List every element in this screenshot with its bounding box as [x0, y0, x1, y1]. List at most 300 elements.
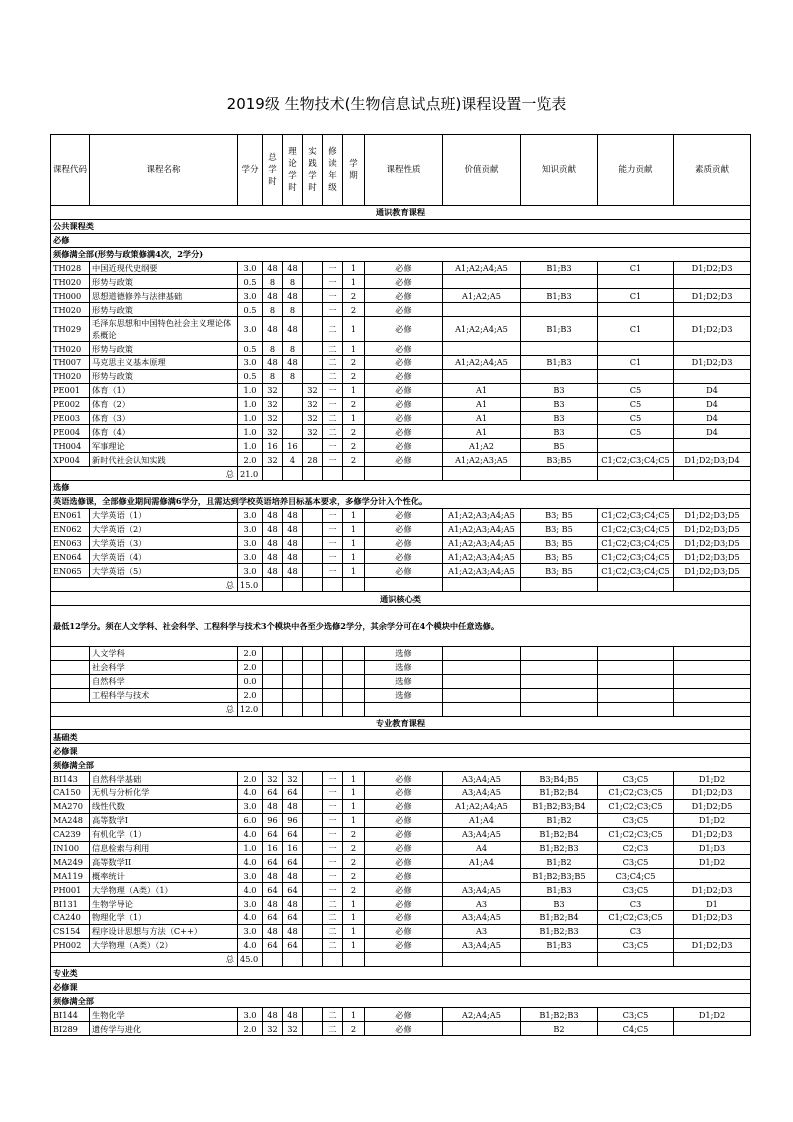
- cell-credit: 2.0: [238, 453, 263, 467]
- cell-nature: 必修: [365, 411, 443, 425]
- group-label: [51, 730, 751, 744]
- cell-quality: D1;D2;D3: [674, 317, 751, 342]
- header-knowledge: 知识贡献: [521, 135, 598, 206]
- cell-term: 2: [343, 439, 365, 453]
- cell-total-hours: 48: [263, 508, 283, 522]
- empty-cell: [443, 952, 521, 966]
- cell-name: 大学物理（A类）（1）: [90, 883, 238, 897]
- cell-value: A1: [443, 383, 521, 397]
- cell-theory-hours: 32: [283, 1022, 303, 1036]
- cell-nature: 必修: [365, 383, 443, 397]
- cell-name: 大学英语（3）: [90, 536, 238, 550]
- cell-theory-hours: 64: [283, 827, 303, 841]
- cell-ability: C3;C5: [598, 772, 674, 786]
- header-term: [343, 135, 365, 206]
- cell-knowledge: B1;B2;B4: [521, 827, 598, 841]
- total-row: [51, 578, 751, 592]
- cell-year: 一: [323, 772, 343, 786]
- cell-total-hours: 64: [263, 883, 283, 897]
- header-practice-hours: [303, 135, 323, 206]
- cell-value: A1;A2;A3;A4;A5: [443, 536, 521, 550]
- cell-theory-hours: 8: [283, 342, 303, 356]
- table-row: [51, 411, 751, 425]
- cell-name: 线性代数: [90, 799, 238, 813]
- cell-ability: C5: [598, 411, 674, 425]
- cell-code: MA248: [51, 813, 90, 827]
- table-row: [51, 536, 751, 550]
- header-theory-hours-text: 理论学时: [288, 147, 297, 193]
- table-row: [51, 772, 751, 786]
- cell-value: A1;A2;A3;A4;A5: [443, 508, 521, 522]
- cell-nature: 必修: [365, 897, 443, 911]
- cell-total-hours: 8: [263, 342, 283, 356]
- cell-total-hours: 16: [263, 439, 283, 453]
- cell-year: 一: [323, 261, 343, 275]
- cell-ability: C3;C5: [598, 1008, 674, 1022]
- cell-name: 形势与政策: [90, 342, 238, 356]
- cell-code: TH029: [51, 317, 90, 342]
- cell-quality: D1;D2;D3;D5: [674, 536, 751, 550]
- cell-code: EN065: [51, 564, 90, 578]
- cell-knowledge: B3: [521, 425, 598, 439]
- empty-cell: [443, 467, 521, 481]
- cell-name: 有机化学（1）: [90, 827, 238, 841]
- cell-ability: [598, 275, 674, 289]
- cell-term: 2: [343, 369, 365, 383]
- cell-knowledge: [521, 275, 598, 289]
- cell-theory-hours: 32: [283, 772, 303, 786]
- cell-nature: 选修: [365, 660, 443, 674]
- cell-quality: D4: [674, 383, 751, 397]
- cell-year: 一: [323, 827, 343, 841]
- cell-quality: D1;D2;D3;D5: [674, 522, 751, 536]
- cell-practice-hours: [303, 674, 323, 688]
- cell-nature: 必修: [365, 342, 443, 356]
- cell-quality: D1;D2;D3: [674, 883, 751, 897]
- cell-theory-hours: 48: [283, 799, 303, 813]
- cell-total-hours: 48: [263, 897, 283, 911]
- cell-year: 一: [323, 799, 343, 813]
- cell-code: TH007: [51, 356, 90, 370]
- cell-credit: 3.0: [238, 924, 263, 938]
- cell-knowledge: B3; B5: [521, 536, 598, 550]
- cell-knowledge: [521, 660, 598, 674]
- cell-knowledge: B3; B5: [521, 508, 598, 522]
- cell-code: PE004: [51, 425, 90, 439]
- cell-practice-hours: [303, 841, 323, 855]
- total-label: 总: [51, 467, 238, 481]
- table-row: [51, 356, 751, 370]
- cell-credit: 3.0: [238, 799, 263, 813]
- header-ability: 能力贡献: [598, 135, 674, 206]
- cell-theory-hours: 48: [283, 317, 303, 342]
- cell-term: 2: [343, 453, 365, 467]
- cell-quality: D1;D2;D3: [674, 261, 751, 275]
- cell-quality: [674, 869, 751, 883]
- label-text: 必修课: [51, 744, 751, 758]
- cell-value: [443, 275, 521, 289]
- cell-code: BI143: [51, 772, 90, 786]
- group-label: [51, 247, 751, 261]
- cell-year: 二: [323, 342, 343, 356]
- cell-theory-hours: 64: [283, 938, 303, 952]
- cell-ability: C3;C5: [598, 938, 674, 952]
- cell-total-hours: 48: [263, 564, 283, 578]
- cell-name: 生物化学: [90, 1008, 238, 1022]
- cell-practice-hours: [303, 688, 323, 702]
- cell-term: 1: [343, 785, 365, 799]
- cell-code: MA270: [51, 799, 90, 813]
- cell-ability: C5: [598, 383, 674, 397]
- section-note: [51, 606, 751, 647]
- cell-practice-hours: [303, 772, 323, 786]
- cell-credit: 2.0: [238, 660, 263, 674]
- cell-theory-hours: [283, 397, 303, 411]
- section-heading: [51, 592, 751, 606]
- cell-credit: 0.5: [238, 369, 263, 383]
- cell-nature: 必修: [365, 369, 443, 383]
- header-practice-hours-text: 实践学时: [308, 147, 317, 193]
- cell-term: 2: [343, 855, 365, 869]
- cell-year: 一: [323, 855, 343, 869]
- cell-theory-hours: 4: [283, 453, 303, 467]
- cell-knowledge: B1;B3: [521, 883, 598, 897]
- empty-cell: [365, 702, 443, 716]
- cell-term: 1: [343, 411, 365, 425]
- cell-total-hours: 64: [263, 938, 283, 952]
- total-label: 总: [51, 702, 238, 716]
- cell-ability: C5: [598, 397, 674, 411]
- cell-total-hours: 48: [263, 356, 283, 370]
- cell-practice-hours: [303, 799, 323, 813]
- empty-cell: [323, 578, 343, 592]
- cell-term: 1: [343, 799, 365, 813]
- cell-name: 人文学科: [90, 647, 238, 661]
- total-row: [51, 467, 751, 481]
- cell-practice-hours: [303, 522, 323, 536]
- cell-theory-hours: 48: [283, 869, 303, 883]
- header-theory-hours: [283, 135, 303, 206]
- cell-term: 2: [343, 425, 365, 439]
- cell-year: 一: [323, 869, 343, 883]
- cell-theory-hours: 48: [283, 356, 303, 370]
- cell-knowledge: B1;B2;B3: [521, 841, 598, 855]
- section-heading: [51, 206, 751, 220]
- header-credit: 学分: [238, 135, 263, 206]
- cell-name: 大学英语（2）: [90, 522, 238, 536]
- cell-term: [343, 688, 365, 702]
- cell-ability: C1;C2;C3;C4;C5: [598, 550, 674, 564]
- cell-year: 一: [323, 383, 343, 397]
- cell-value: A4: [443, 841, 521, 855]
- cell-code: CA240: [51, 910, 90, 924]
- cell-credit: 3.0: [238, 317, 263, 342]
- table-row: [51, 841, 751, 855]
- cell-credit: 3.0: [238, 356, 263, 370]
- cell-code: IN100: [51, 841, 90, 855]
- cell-practice-hours: [303, 897, 323, 911]
- cell-ability: C1: [598, 289, 674, 303]
- cell-ability: C1: [598, 317, 674, 342]
- cell-credit: 4.0: [238, 785, 263, 799]
- cell-credit: 4.0: [238, 827, 263, 841]
- empty-cell: [443, 702, 521, 716]
- cell-practice-hours: [303, 910, 323, 924]
- cell-quality: D1;D2: [674, 855, 751, 869]
- cell-term: 1: [343, 772, 365, 786]
- cell-name: 形势与政策: [90, 369, 238, 383]
- cell-total-hours: [263, 647, 283, 661]
- empty-cell: [263, 467, 283, 481]
- cell-term: 2: [343, 397, 365, 411]
- cell-knowledge: B3; B5: [521, 522, 598, 536]
- cell-name: 毛泽东思想和中国特色社会主义理论体系概论: [90, 317, 238, 342]
- cell-total-hours: 48: [263, 317, 283, 342]
- cell-credit: 1.0: [238, 397, 263, 411]
- empty-cell: [283, 467, 303, 481]
- label-text: 必修课: [51, 980, 751, 994]
- cell-quality: D4: [674, 397, 751, 411]
- cell-practice-hours: [303, 550, 323, 564]
- cell-credit: 1.0: [238, 439, 263, 453]
- cell-knowledge: [521, 688, 598, 702]
- cell-term: 1: [343, 910, 365, 924]
- cell-credit: 4.0: [238, 938, 263, 952]
- cell-ability: C3;C4;C5: [598, 869, 674, 883]
- total-label: 总: [51, 952, 238, 966]
- cell-knowledge: B5: [521, 439, 598, 453]
- cell-total-hours: 32: [263, 453, 283, 467]
- cell-code: CS154: [51, 924, 90, 938]
- empty-cell: [365, 467, 443, 481]
- header-name: 课程名称: [90, 135, 238, 206]
- cell-theory-hours: 64: [283, 883, 303, 897]
- empty-cell: [443, 578, 521, 592]
- cell-year: [323, 660, 343, 674]
- table-row: [51, 910, 751, 924]
- cell-value: [443, 647, 521, 661]
- table-row: [51, 688, 751, 702]
- section-heading: [51, 716, 751, 730]
- cell-value: A1;A2;A3;A5: [443, 453, 521, 467]
- cell-quality: D1;D2;D3;D5: [674, 550, 751, 564]
- cell-credit: 3.0: [238, 897, 263, 911]
- cell-quality: D1;D2;D5: [674, 799, 751, 813]
- cell-year: [323, 674, 343, 688]
- table-row: [51, 647, 751, 661]
- cell-ability: C1;C2;C3;C5: [598, 799, 674, 813]
- cell-knowledge: [521, 342, 598, 356]
- note-text: 最低12学分。须在人文学科、社会科学、工程科学与技术3个模块中各至少选修2学分，其余学分可在4个模块中任意选修。: [51, 606, 751, 647]
- cell-practice-hours: [303, 1008, 323, 1022]
- cell-total-hours: 48: [263, 261, 283, 275]
- cell-quality: D1;D2;D3;D5: [674, 564, 751, 578]
- cell-credit: 3.0: [238, 550, 263, 564]
- cell-code: EN063: [51, 536, 90, 550]
- cell-term: 2: [343, 827, 365, 841]
- cell-name: 军事理论: [90, 439, 238, 453]
- cell-name: 新时代社会认知实践: [90, 453, 238, 467]
- empty-cell: [521, 467, 598, 481]
- cell-practice-hours: 32: [303, 397, 323, 411]
- cell-name: 生物学导论: [90, 897, 238, 911]
- cell-name: 遗传学与进化: [90, 1022, 238, 1036]
- cell-code: PE001: [51, 383, 90, 397]
- cell-theory-hours: 64: [283, 855, 303, 869]
- cell-year: 一: [323, 522, 343, 536]
- cell-year: 二: [323, 1022, 343, 1036]
- table-row: [51, 660, 751, 674]
- cell-credit: 1.0: [238, 411, 263, 425]
- cell-value: A3;A4;A5: [443, 883, 521, 897]
- cell-nature: 必修: [365, 772, 443, 786]
- cell-theory-hours: 8: [283, 275, 303, 289]
- cell-code: [51, 647, 90, 661]
- cell-year: 一: [323, 536, 343, 550]
- cell-credit: 6.0: [238, 813, 263, 827]
- cell-nature: 必修: [365, 536, 443, 550]
- cell-credit: 2.0: [238, 772, 263, 786]
- table-row: [51, 869, 751, 883]
- cell-ability: C3: [598, 897, 674, 911]
- label-text: 选修: [51, 481, 751, 495]
- cell-knowledge: B3: [521, 411, 598, 425]
- total-credit: 12.0: [238, 702, 263, 716]
- cell-quality: D1;D2;D3;D5: [674, 508, 751, 522]
- cell-value: A1;A2;A4;A5: [443, 261, 521, 275]
- cell-ability: C1;C2;C3;C5: [598, 910, 674, 924]
- cell-knowledge: B3: [521, 383, 598, 397]
- table-row: [51, 924, 751, 938]
- cell-quality: [674, 369, 751, 383]
- cell-knowledge: [521, 303, 598, 317]
- cell-theory-hours: 48: [283, 522, 303, 536]
- cell-nature: 必修: [365, 827, 443, 841]
- cell-quality: D1;D2: [674, 772, 751, 786]
- table-row: [51, 317, 751, 342]
- cell-practice-hours: [303, 342, 323, 356]
- cell-name: 程序设计思想与方法（C++）: [90, 924, 238, 938]
- cell-year: 二: [323, 924, 343, 938]
- cell-term: 1: [343, 813, 365, 827]
- cell-credit: 1.0: [238, 425, 263, 439]
- cell-code: TH020: [51, 342, 90, 356]
- cell-term: 1: [343, 938, 365, 952]
- cell-term: 1: [343, 897, 365, 911]
- empty-cell: [598, 467, 674, 481]
- cell-total-hours: [263, 660, 283, 674]
- cell-quality: [674, 660, 751, 674]
- cell-credit: 3.0: [238, 508, 263, 522]
- cell-total-hours: 32: [263, 1022, 283, 1036]
- cell-name: 无机与分析化学: [90, 785, 238, 799]
- label-text: 必修: [51, 233, 751, 247]
- table-row: [51, 425, 751, 439]
- table-row: [51, 813, 751, 827]
- cell-total-hours: 8: [263, 369, 283, 383]
- empty-cell: [598, 578, 674, 592]
- cell-name: 自然科学基础: [90, 772, 238, 786]
- table-body: [51, 206, 751, 1036]
- cell-name: 体育（3）: [90, 411, 238, 425]
- cell-knowledge: B1;B2;B3;B5: [521, 869, 598, 883]
- cell-nature: 必修: [365, 289, 443, 303]
- cell-total-hours: 32: [263, 411, 283, 425]
- table-row: [51, 855, 751, 869]
- cell-name: 大学物理（A类）（2）: [90, 938, 238, 952]
- empty-cell: [303, 952, 323, 966]
- cell-value: A3: [443, 924, 521, 938]
- cell-theory-hours: 48: [283, 1008, 303, 1022]
- cell-term: 1: [343, 1008, 365, 1022]
- empty-cell: [303, 578, 323, 592]
- label-text: 须修满全部: [51, 994, 751, 1008]
- cell-practice-hours: [303, 827, 323, 841]
- cell-theory-hours: [283, 425, 303, 439]
- cell-value: [443, 303, 521, 317]
- group-label: [51, 494, 751, 508]
- cell-nature: 必修: [365, 813, 443, 827]
- cell-quality: [674, 674, 751, 688]
- cell-year: 二: [323, 317, 343, 342]
- cell-value: A1;A2;A3;A4;A5: [443, 522, 521, 536]
- header-term-text: 学期: [349, 159, 358, 181]
- cell-name: 概率统计: [90, 869, 238, 883]
- cell-quality: D1: [674, 897, 751, 911]
- table-header: [51, 135, 751, 206]
- cell-year: [323, 688, 343, 702]
- cell-theory-hours: 48: [283, 261, 303, 275]
- cell-ability: [598, 674, 674, 688]
- cell-nature: 必修: [365, 317, 443, 342]
- cell-name: 形势与政策: [90, 275, 238, 289]
- cell-theory-hours: 96: [283, 813, 303, 827]
- cell-term: 2: [343, 1022, 365, 1036]
- cell-term: 1: [343, 317, 365, 342]
- cell-quality: D1;D2: [674, 813, 751, 827]
- cell-ability: [598, 369, 674, 383]
- table-row: [51, 550, 751, 564]
- cell-ability: C1;C2;C3;C4;C5: [598, 536, 674, 550]
- cell-theory-hours: 64: [283, 910, 303, 924]
- cell-knowledge: [521, 674, 598, 688]
- cell-theory-hours: 48: [283, 536, 303, 550]
- cell-practice-hours: [303, 1022, 323, 1036]
- cell-year: 二: [323, 369, 343, 383]
- cell-name: 大学英语（4）: [90, 550, 238, 564]
- total-label: 总: [51, 578, 238, 592]
- cell-value: A1;A2;A4;A5: [443, 317, 521, 342]
- cell-ability: [598, 342, 674, 356]
- cell-term: 1: [343, 924, 365, 938]
- cell-quality: [674, 275, 751, 289]
- empty-cell: [674, 467, 751, 481]
- cell-value: A2;A4;A5: [443, 1008, 521, 1022]
- cell-knowledge: B3: [521, 897, 598, 911]
- cell-nature: 必修: [365, 855, 443, 869]
- cell-theory-hours: 48: [283, 289, 303, 303]
- cell-nature: 选修: [365, 688, 443, 702]
- cell-total-hours: 32: [263, 772, 283, 786]
- cell-ability: C1;C2;C3;C4;C5: [598, 508, 674, 522]
- table-row: [51, 261, 751, 275]
- cell-value: A3;A4;A5: [443, 938, 521, 952]
- cell-ability: C1: [598, 356, 674, 370]
- cell-knowledge: B1;B2;B3: [521, 924, 598, 938]
- section-text: 通识核心类: [51, 592, 751, 606]
- header-quality: 素质贡献: [674, 135, 751, 206]
- cell-term: 1: [343, 550, 365, 564]
